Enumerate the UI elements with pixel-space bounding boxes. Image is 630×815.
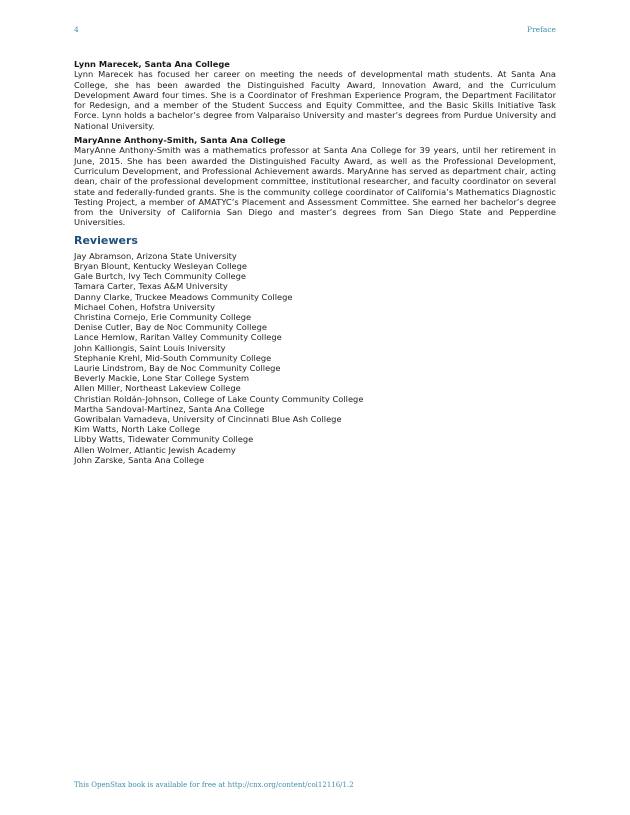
author-block (74, 135, 556, 228)
reviewer-item: Libby Watts, Tidewater Community College (74, 434, 254, 445)
reviewer-item: Michael Cohen, Hofstra University (74, 301, 215, 312)
author-name: MaryAnne Anthony-Smith, Santa Ana College (74, 135, 286, 146)
page-number: 4 (74, 25, 79, 34)
reviewer-item: Gowribalan Vamadeva, University of Cincinnati Blue Ash College (74, 414, 342, 424)
author-bio: Lynn Marecek has focused her career on meeting the needs of developmental math students. At Santa Ana College, she has been awarded the Distinguished Faculty Award, Innovation Award, and the Curriculum Development Award four times. She is a Coordinator of Freshman Experience Program, the Department Facilitator for Redesign, and a member of the Student Success and Equity Committee, and the Basic Skills Initiative Task Force. Lynn holds a bachelor’s degree from Valparaiso University and master’s degrees from Purdue University and National University. (74, 69, 556, 131)
reviewer-item: Tamara Carter, Texas A&M University (74, 281, 228, 292)
reviewer-item: Christian Roldán-Johnson, College of Lake County Community College (74, 393, 364, 404)
reviewer-item: Kim Watts, North Lake College (74, 424, 201, 435)
reviewer-item: John Kalliongis, Saint Louis Iniversity (74, 342, 226, 353)
reviewers-heading: Reviewers (74, 233, 138, 247)
reviewer-item: Martha Sandoval-Martinez, Santa Ana College (74, 403, 265, 414)
reviewer-item: Danny Clarke, Truckee Meadows Community College (74, 291, 293, 302)
reviewer-item: Laurie Lindstrom, Bay de Noc Community College (74, 362, 281, 373)
author-block (74, 59, 556, 131)
reviewer-list (74, 251, 556, 465)
section-title: Preface (527, 25, 556, 34)
reviewer-item: Gale Burtch, Ivy Tech Community College (74, 271, 247, 282)
page-footer (74, 781, 354, 789)
reviewer-item: Lance Hemlow, Raritan Valley Community College (74, 332, 282, 343)
reviewer-item: Jay Abramson, Arizona State University (74, 250, 237, 261)
reviewer-item: John Zarske, Santa Ana College (74, 454, 205, 465)
reviewer-item: Stephanie Krehl, Mid-South Community College (74, 352, 272, 363)
reviewer-item: Christina Cornejo, Erie Community College (74, 311, 252, 322)
page-header (74, 25, 556, 37)
footer-text: This OpenStax book is available for free at http://cnx.org/content/col12116/1.2 (74, 781, 354, 789)
reviewer-item: Denise Cutler, Bay de Noc Community College (74, 322, 267, 333)
reviewer-item: Allen Wolmer, Atlantic Jewish Academy (74, 444, 236, 455)
page-content (74, 59, 556, 465)
reviewer-item: Allen Miller, Northeast Lakeview College (74, 383, 241, 394)
author-bio: MaryAnne Anthony-Smith was a mathematics professor at Santa Ana College for 39 years, until her retirement in June, 2015. She has been awarded the Distinguished Faculty Award, as well as the Professional Development, Curriculum Development, and Professional Achievement awards. MaryAnne has served as department chair, acting dean, chair of the professional development committee, institutional researcher, and faculty coordinator on several state and federally-funded grants. She is the community college coordinator of California’s Mathematics Diagnostic Testing Project, a member of AMATYC’s Placement and Assessment Committee. She earned her bachelor’s degree from the University of California San Diego and master’s degrees from San Diego State and Pepperdine Universities. (74, 145, 556, 228)
author-name: Lynn Marecek, Santa Ana College (74, 59, 230, 69)
reviewer-item: Bryan Blount, Kentucky Wesleyan College (74, 260, 248, 271)
reviewer-item: Beverly Mackie, Lone Star College System (74, 373, 250, 384)
